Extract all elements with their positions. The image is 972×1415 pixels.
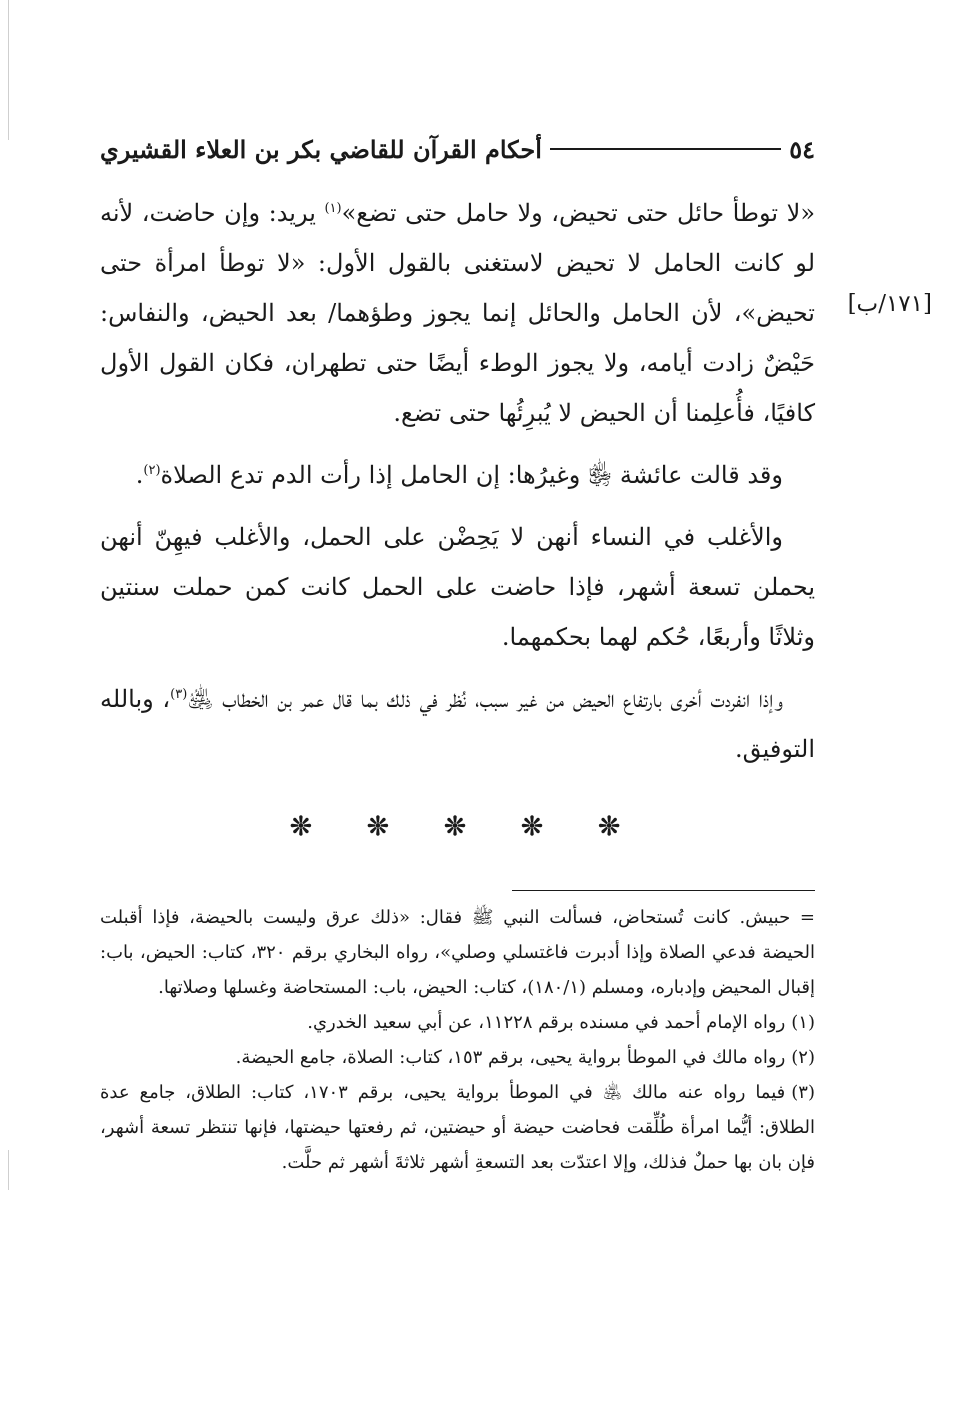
manuscript-folio-marker: [١٧١/ب] [847,291,932,317]
paragraph-4-text: وإذا انفردت أخرى بارتفاع الحيض من غير سبب، نُظر في ذلك بما قال عمر بن الخطاب ﵁ [187,685,783,713]
paragraph-1-quote: «لا توطأ حائل حتى تحيض، ولا حامل حتى تضع» [341,199,815,227]
separator-star-icon: ❊ [444,812,466,842]
footnote-1-text: رواه الإمام أحمد في مسنده برقم ١١٢٢٨، عن أبي سعيد الخدري. [307,1012,786,1033]
paragraph-2-text: وقد قالت عائشة ﵂ وغيرُها: إن الحامل إذا رأت الدم تدع الصلاة [160,461,783,489]
separator-star-icon: ❊ [521,812,543,842]
header-rule [550,148,781,150]
separator-star-icon: ❊ [367,812,389,842]
scan-edge-mark [8,1150,9,1190]
footnote-2-text: رواه مالك في الموطأ برواية يحيى، برقم ١٥٣، كتاب: الصلاة، جامع الحيضة. [235,1047,786,1068]
footnote-3-number: (٣) [791,1082,815,1103]
paragraph-2-end: . [135,461,144,489]
main-text [100,188,815,786]
footnote-rule [512,890,815,891]
page-header [100,128,815,170]
separator-star-icon: ❊ [598,812,620,842]
scan-edge-mark [8,0,9,140]
paragraph-4 [100,674,815,774]
footnotes [100,900,815,1180]
footnote-1-number: (١) [791,1012,815,1033]
page-number: ٥٤ [789,134,815,164]
paragraph-1-text: يريد: وإن حاضت، لأنه لو كانت الحامل لا تحيض لاستغنى بالقول الأول: «لا توطأ امرأة حتى تحيض»، لأن الحامل والحائل إنما يجوز وطؤهما/ بعد الحيض، والنفاس: حَيْضٌ زادت أيامه، ولا يجوز الوطء أيضًا حتى تطهران، فكان القول الأول كافيًا، فأُعلِمنا أن الحيض لا يُبرِئُها حتى تضع. [100,199,816,427]
footnote-continuation: = حبيش. كانت تُستحاض، فسألت النبي ﷺ فقال: «ذلك عرق وليست بالحيضة، فإذا أقبلت الحيضة فدعي الصلاة وإذا أدبرت فاغتسلي وصلي»، رواه البخاري برقم ٣٢٠، كتاب: الحيض، باب: إقبال المحيض وإدباره، ومسلم (١٨٠/١)، كتاب: الحيض، باب: المستحاضة وغسلها وصلاتها. [100,907,816,998]
paragraph-1 [100,188,815,438]
separator-star-icon: ❊ [290,812,312,842]
section-separator [290,812,620,842]
footnote-ref-3[interactable]: (٣) [170,687,188,702]
book-title: أحكام القرآن للقاضي بكر بن العلاء القشيري [100,134,542,164]
footnote-3 [100,1075,815,1180]
footnote-2-number: (٢) [791,1047,815,1068]
footnote-1 [100,1005,815,1040]
footnote-3-text: فيما رواه عنه مالك ﵁ في الموطأ برواية يحيى، برقم ١٧٠٣، كتاب: الطلاق، جامع عدة الطلاق: أيُّما امرأة طُلِّقت فحاضت حيضة أو حيضتين، ثم رفعتها حيضتها، فإنها تنتظر تسعة أشهر، فإن بان بها حملٌ فذلك، وإلا اعتدّت بعد التسعةِ أشهر ثلاثةَ أشهر ثم حلَّت. [100,1082,815,1173]
footnote-ref-1[interactable]: (١) [324,201,342,216]
paragraph-3: والأغلب في النساء أنهن لا يَحِضْن على الحمل، والأغلب فيهِنّ أنهن يحملن تسعة أشهر، فإذا حاضت على الحمل كانت كمن حملت سنتين وثلاثًا وأربعًا، حُكم لهما بحكمهما. [100,523,815,651]
footnote-ref-2[interactable]: (٢) [143,463,161,478]
paragraph-2 [100,450,815,500]
footnote-2 [100,1040,815,1075]
paragraph-4-end: ، وبالله التوفيق. [100,685,815,763]
